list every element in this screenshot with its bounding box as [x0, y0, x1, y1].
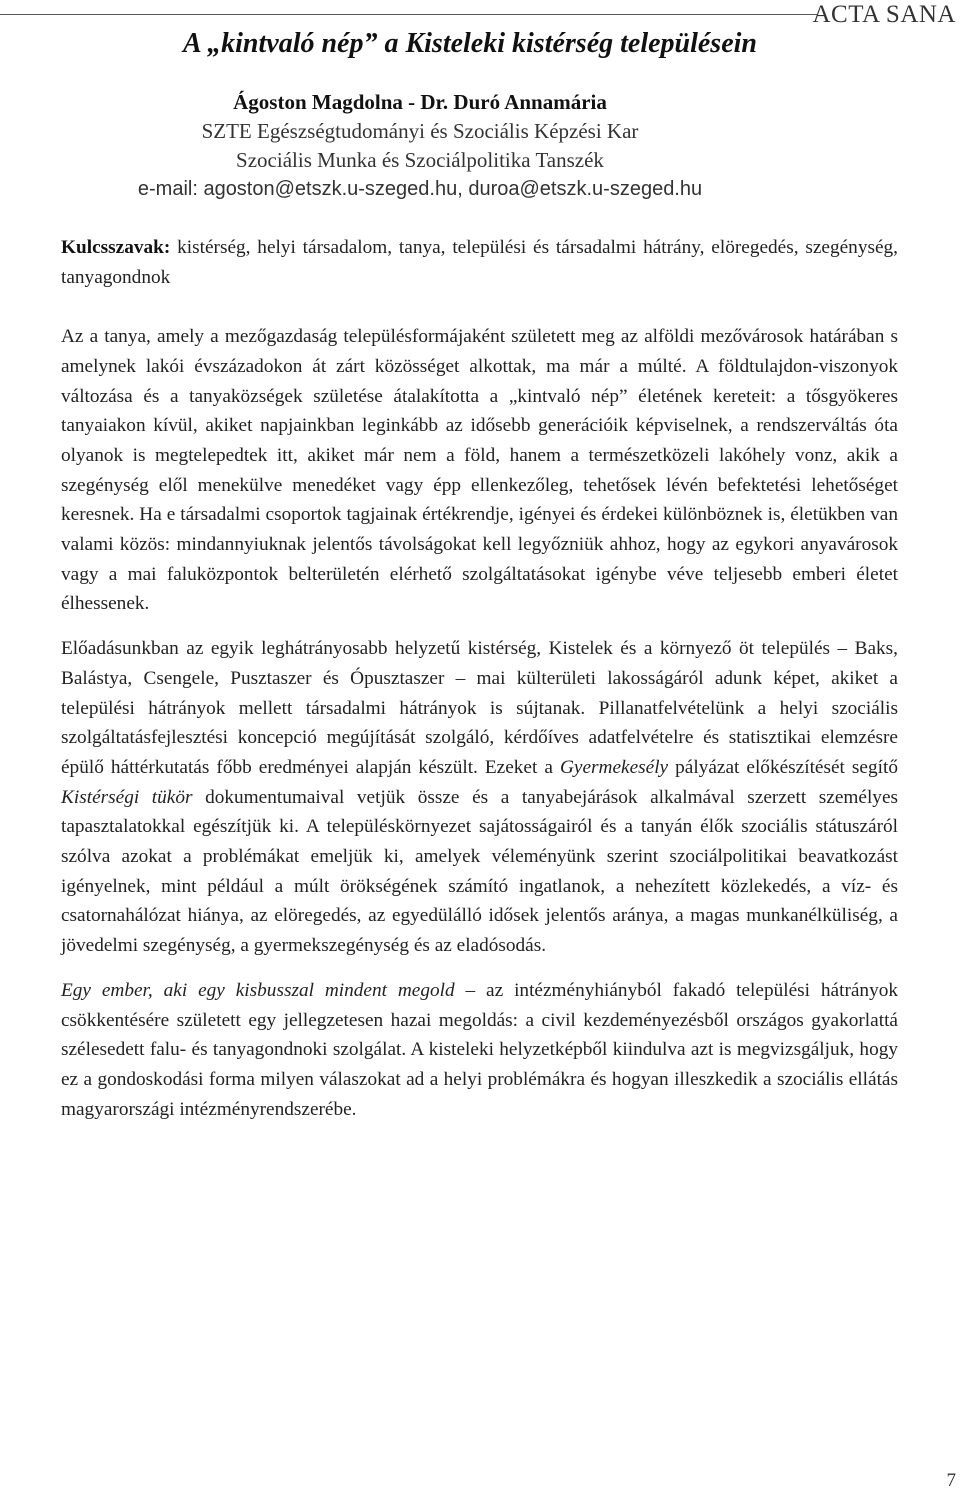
affiliation-faculty: SZTE Egészségtudományi és Szociális Képzési Kar: [201, 119, 639, 143]
keywords-paragraph: [61, 233, 898, 292]
paragraph-3-text: – az intézményhiányból fakadó települési hátrányok csökkentésére született egy jellegzetesen hazai megoldás: a civil kezdeményezésből országos gyakorlattá szélesedett falu- és tanyagondnoki szolgálat. A kisteleki helyzetképből kiindulva azt is megvizsgáljuk, hogy ez a gondoskodási forma milyen válaszokat ad a helyi problémákra és hogyan illeszkedik a szociális ellátás magyarországi intézményrendszerébe.: [61, 979, 898, 1120]
header-rule: [0, 14, 818, 15]
journal-name: ACTA SANA: [812, 1, 956, 28]
keywords-label: Kulcsszavak:: [61, 237, 171, 258]
paragraph-3: [61, 976, 898, 1125]
keywords-text: kistérség, helyi társadalom, tanya, települési és társadalmi hátrány, elöregedés, szegénység, tanyagondnok: [61, 237, 898, 288]
paragraph-2-part-b: pályázat előkészítését segítő: [668, 756, 898, 778]
paragraph-2: [61, 634, 898, 961]
affiliation-department: Szociális Munka és Szociálpolitika Tanszék: [236, 148, 604, 172]
italic-quote: Egy ember, aki egy kisbusszal mindent megold: [61, 979, 455, 1001]
article-title: A „kintvaló nép” a Kisteleki kistérség településein: [183, 28, 757, 59]
paragraph-2-part-a: Előadásunkban az egyik leghátrányosabb helyzetű kistérség, Kistelek és a környező öt település – Baks, Balástya, Csengele, Pusztaszer és Ópusztaszer – mai külterületi lakosságáról adunk képet, akiket a települési hátrányok mellett társadalmi hátrányok is sújtanak. Pillanatfelvételünk a helyi szociális szolgáltatásfejlesztési koncepció megújítását szolgáló, kérdőíves adatfelvételre és statisztikai elemzésre épülő háttérkutatás főbb eredményei alapján készült. Ezeket a: [61, 638, 898, 778]
author-block: [120, 88, 720, 204]
paragraph-2-part-c: dokumentumaival vetjük össze és a tanyabejárások alkalmával szerzett személyes tapasztalatokkal egészítjük ki. A településkörnyezet sajátosságairól és a tanyán élők szociális státuszáról szólva azokat a problémákat emeljük ki, amelyek véleményünk szerint szociálpolitikai beavatkozást igényelnek, mint például a múlt örökségének számító ingatlanok, a nehezített közlekedés, a víz- és csatornahálózat hiánya, az elöregedés, az egyedülálló idősek jelentős aránya, a magas munkanélküliség, a jövedelmi szegénység, a gyermekszegénység és az eladósodás.: [61, 786, 899, 957]
italic-kistersegi-tukor: Kistérségi tükör: [61, 786, 193, 808]
paragraph-1: Az a tanya, amely a mezőgazdaság településformájaként született meg az alföldi mezővárosok határában s amelynek lakói évszázadokon át zárt közösséget alkottak, ma már a múlté. A földtulajdon-viszonyok változása és a tanyaközségek születése átalakította a „kintvaló nép” életének kereteit: a tősgyökeres tanyaiakon kívül, akiket napjainkban leginkább az idősebb generációik képviselnek, a rendszerváltás óta olyanok is megtelepedtek itt, akiket már nem a föld, hanem a természetközeli lakóhely vonz, akik a szegénység elől menekülve menedéket vagy épp ellenkezőleg, tehetősek lévén befektetési lehetőséget keresnek. Ha e társadalmi csoportok tagjainak értékrendje, igényei és érdekei különböznek is, életükben van valami közös: mindannyiuknak jelentős távolságokat kell legyőzniük ahhoz, hogy az egykori anyavárosok vagy a mai faluközpontok belterületén elérhető szolgáltatásokat igénybe véve teljesebb emberi életet élhessenek.: [61, 326, 898, 615]
page-number: 7: [946, 1470, 956, 1491]
article-body: [61, 233, 898, 1124]
italic-gyermekesely: Gyermekesély: [559, 756, 669, 778]
authors: Ágoston Magdolna - Dr. Duró Annamária: [233, 90, 607, 114]
email-line: e-mail: agoston@etszk.u-szeged.hu, duroa@etszk.u-szeged.hu: [137, 178, 703, 200]
